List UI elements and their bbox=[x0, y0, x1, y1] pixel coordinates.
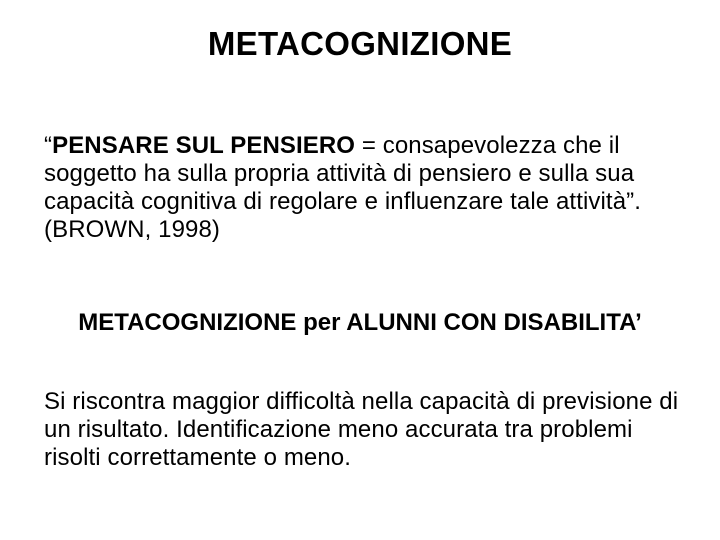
definition-term: PENSARE SUL PENSIERO bbox=[52, 132, 356, 159]
note-paragraph: Si riscontra maggior difficoltà nella capacità di previsione di un risultato. Identificazione meno accurata tra problemi risolti correttamente o meno. bbox=[44, 388, 679, 471]
definition-text: = consapevolezza che il soggetto ha sulla propria attività di pensiero e sulla sua capacità cognitiva di regolare e influenzare tale attività”. (BROWN, 1998) bbox=[44, 132, 641, 243]
definition-open-quote: “ bbox=[44, 132, 53, 159]
slide-title: METACOGNIZIONE bbox=[207, 25, 513, 62]
definition-paragraph bbox=[44, 132, 684, 244]
section-subheading: METACOGNIZIONE per ALUNNI CON DISABILITA’ bbox=[78, 309, 642, 336]
